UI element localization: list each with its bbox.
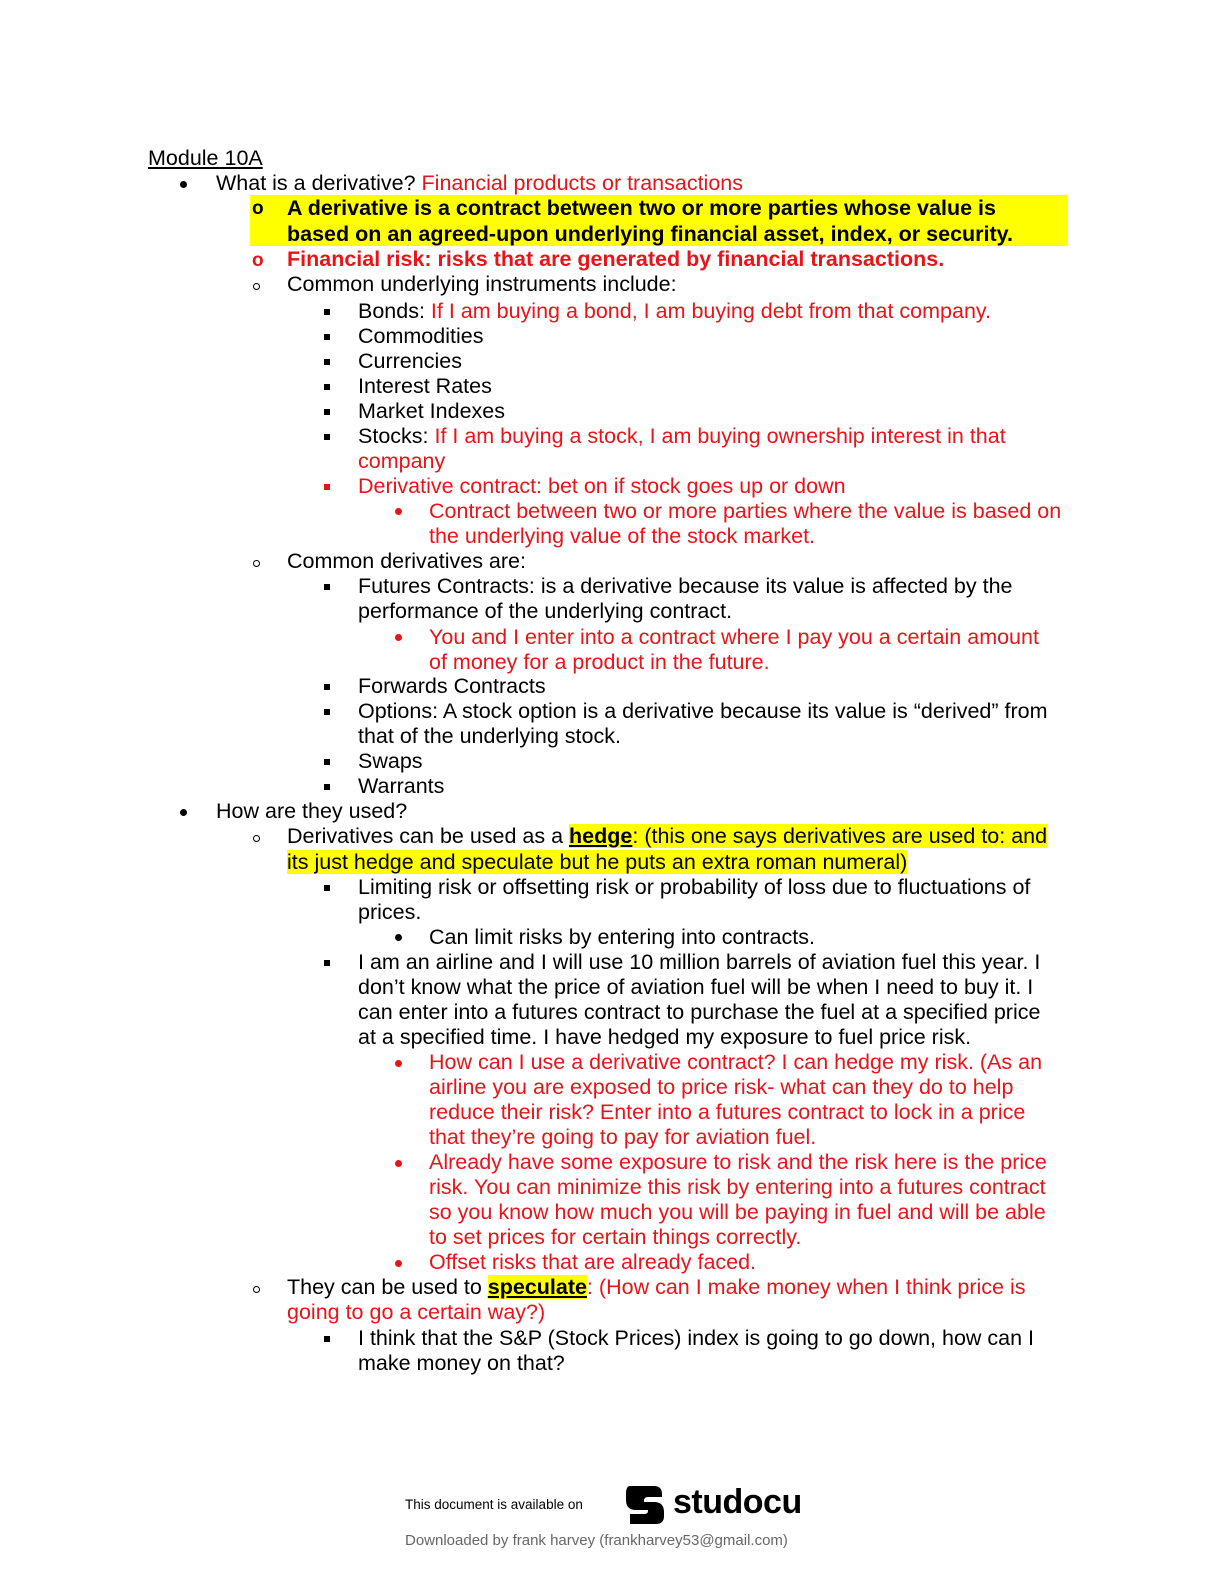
bullet-ring — [253, 835, 260, 842]
financial-risk-definition: Financial risk: risks that are generated by financial transactions. — [287, 247, 945, 271]
item-futures-1: Futures Contracts: is a derivative because its value is affected by the — [358, 574, 1013, 598]
bullet-square — [324, 759, 330, 765]
hedge-note-a1: How can I use a derivative contract? I can hedge my risk. (As an — [429, 1050, 1043, 1074]
item-warrants: Warrants — [358, 774, 445, 798]
bullet-dot-red — [395, 1160, 402, 1167]
footer-downloaded-by: Downloaded by frank harvey (frankharvey53@gmail.com) — [405, 1532, 788, 1549]
bullet-square-red — [324, 484, 330, 490]
hedge-note-b2: risk. You can minimize this risk by entering into a futures contract — [429, 1175, 1046, 1199]
bullet-square — [324, 334, 330, 340]
hedge-note-a2: airline you are exposed to price risk- what can they do to help — [429, 1075, 1014, 1099]
bullet-ring — [253, 1286, 260, 1293]
hedge-note-b3: so you know how much you will be paying in fuel and will be able — [429, 1200, 1046, 1224]
answer-text: Financial products or transactions — [421, 171, 743, 195]
hedge-note-cont: its just hedge and speculate but he puts an extra roman numeral) — [287, 850, 908, 874]
bullet-dot — [180, 809, 187, 816]
bullet-square — [324, 309, 330, 315]
sp-example-1: I think that the S&P (Stock Prices) index is going to go down, how can I — [358, 1326, 1035, 1350]
speculate-term: speculate — [487, 1275, 587, 1299]
contract-note-1: Contract between two or more parties where the value is based on — [429, 499, 1062, 523]
bullet-dot-red — [395, 634, 402, 641]
offset-risks-note: Offset risks that are already faced. — [429, 1250, 757, 1274]
item-currencies: Currencies — [358, 349, 462, 373]
hedge-term: hedge — [569, 824, 633, 848]
speculate-intro: They can be used to — [287, 1275, 488, 1299]
bullet-square — [324, 584, 330, 590]
hedge-line-2 — [287, 850, 907, 875]
common-derivatives-heading: Common derivatives are: — [287, 549, 526, 573]
item-label: Stocks: — [358, 424, 435, 448]
bullet-o: o — [252, 198, 264, 219]
item-options-2: that of the underlying stock. — [358, 724, 621, 748]
bullet-square — [324, 434, 330, 440]
bullet-square — [324, 709, 330, 715]
item-interest-rates: Interest Rates — [358, 374, 492, 398]
contract-note-2: the underlying value of the stock market. — [429, 524, 816, 548]
item-swaps: Swaps — [358, 749, 423, 773]
studocu-logo-text: studocu — [673, 1483, 802, 1521]
limit-risks-note: Can limit risks by entering into contracts. — [429, 925, 815, 949]
bullet-square — [324, 960, 330, 966]
bullet-square — [324, 784, 330, 790]
bullet-ring — [253, 283, 260, 290]
item-stocks-cont: company — [358, 449, 446, 473]
speculate-note: : (How can I make money when I think price is — [586, 1275, 1026, 1299]
bullet-square — [324, 384, 330, 390]
bullet-square — [324, 885, 330, 891]
item-label: Bonds: — [358, 299, 431, 323]
futures-note-2: of money for a product in the future. — [429, 650, 770, 674]
item-market-indexes: Market Indexes — [358, 399, 505, 423]
airline-example-2: don’t know what the price of aviation fuel will be when I need to buy it. I — [358, 975, 1034, 999]
bullet-square — [324, 684, 330, 690]
futures-note-1: You and I enter into a contract where I pay you a certain amount — [429, 625, 1039, 649]
bullet-dot — [395, 934, 402, 941]
hedge-note-a3: reduce their risk? Enter into a futures contract to lock in a price — [429, 1100, 1026, 1124]
studocu-logo-icon — [620, 1482, 668, 1528]
airline-example-1: I am an airline and I will use 10 million barrels of aviation fuel this year. I — [358, 950, 1041, 974]
bullet-dot-red — [395, 508, 402, 515]
derivative-contract-note: Derivative contract: bet on if stock goes up or down — [358, 474, 846, 498]
bullet-square — [324, 359, 330, 365]
module-title: Module 10A — [148, 146, 263, 170]
definition-line-2: based on an agreed-upon underlying financial asset, index, or security. — [287, 222, 1013, 246]
airline-example-3: can enter into a futures contract to purchase the fuel at a specified price — [358, 1000, 1041, 1024]
bullet-square — [324, 409, 330, 415]
airline-example-4: at a specified time. I have hedged my exposure to fuel price risk. — [358, 1025, 972, 1049]
item-note: If I am buying a bond, I am buying debt from that company. — [430, 299, 992, 323]
item-options-1: Options: A stock option is a derivative because its value is “derived” from — [358, 699, 1048, 723]
item-stocks — [358, 424, 1006, 449]
bullet-ring — [253, 560, 260, 567]
sp-example-2: make money on that? — [358, 1351, 565, 1375]
limiting-risk-1: Limiting risk or offsetting risk or probability of loss due to fluctuations of — [358, 875, 1031, 899]
question-text: What is a derivative? — [216, 171, 422, 195]
item-note: If I am buying a stock, I am buying ownership interest in that — [434, 424, 1006, 448]
hedge-note-b4: to set prices for certain things correctly. — [429, 1225, 802, 1249]
bullet-dot-red — [395, 1260, 402, 1267]
item-commodities: Commodities — [358, 324, 484, 348]
hedge-note-b1: Already have some exposure to risk and the risk here is the price — [429, 1150, 1047, 1174]
item-forwards: Forwards Contracts — [358, 674, 546, 698]
limiting-risk-2: prices. — [358, 900, 422, 924]
item-futures-2: performance of the underlying contract. — [358, 599, 733, 623]
speculate-line-1 — [287, 1275, 1026, 1300]
hedge-line-1 — [287, 824, 1047, 849]
bullet-dot-red — [395, 1060, 402, 1067]
bullet-dot — [180, 181, 187, 188]
footer-available-text: This document is available on — [405, 1497, 583, 1512]
hedge-note: : (this one says derivatives are used to: and — [632, 824, 1048, 848]
question-what-is-derivative — [216, 171, 743, 196]
hedge-intro: Derivatives can be used as a — [287, 824, 570, 848]
definition-line-1: A derivative is a contract between two or more parties whose value is — [287, 196, 996, 220]
speculate-line-2: going to go a certain way?) — [287, 1300, 546, 1324]
question-how-used: How are they used? — [216, 799, 408, 823]
bullet-square — [324, 1336, 330, 1342]
bullet-o-red: o — [252, 250, 264, 271]
underlying-instruments-heading: Common underlying instruments include: — [287, 272, 677, 296]
item-bonds — [358, 299, 991, 324]
hedge-note-a4: that they’re going to pay for aviation fuel. — [429, 1125, 817, 1149]
